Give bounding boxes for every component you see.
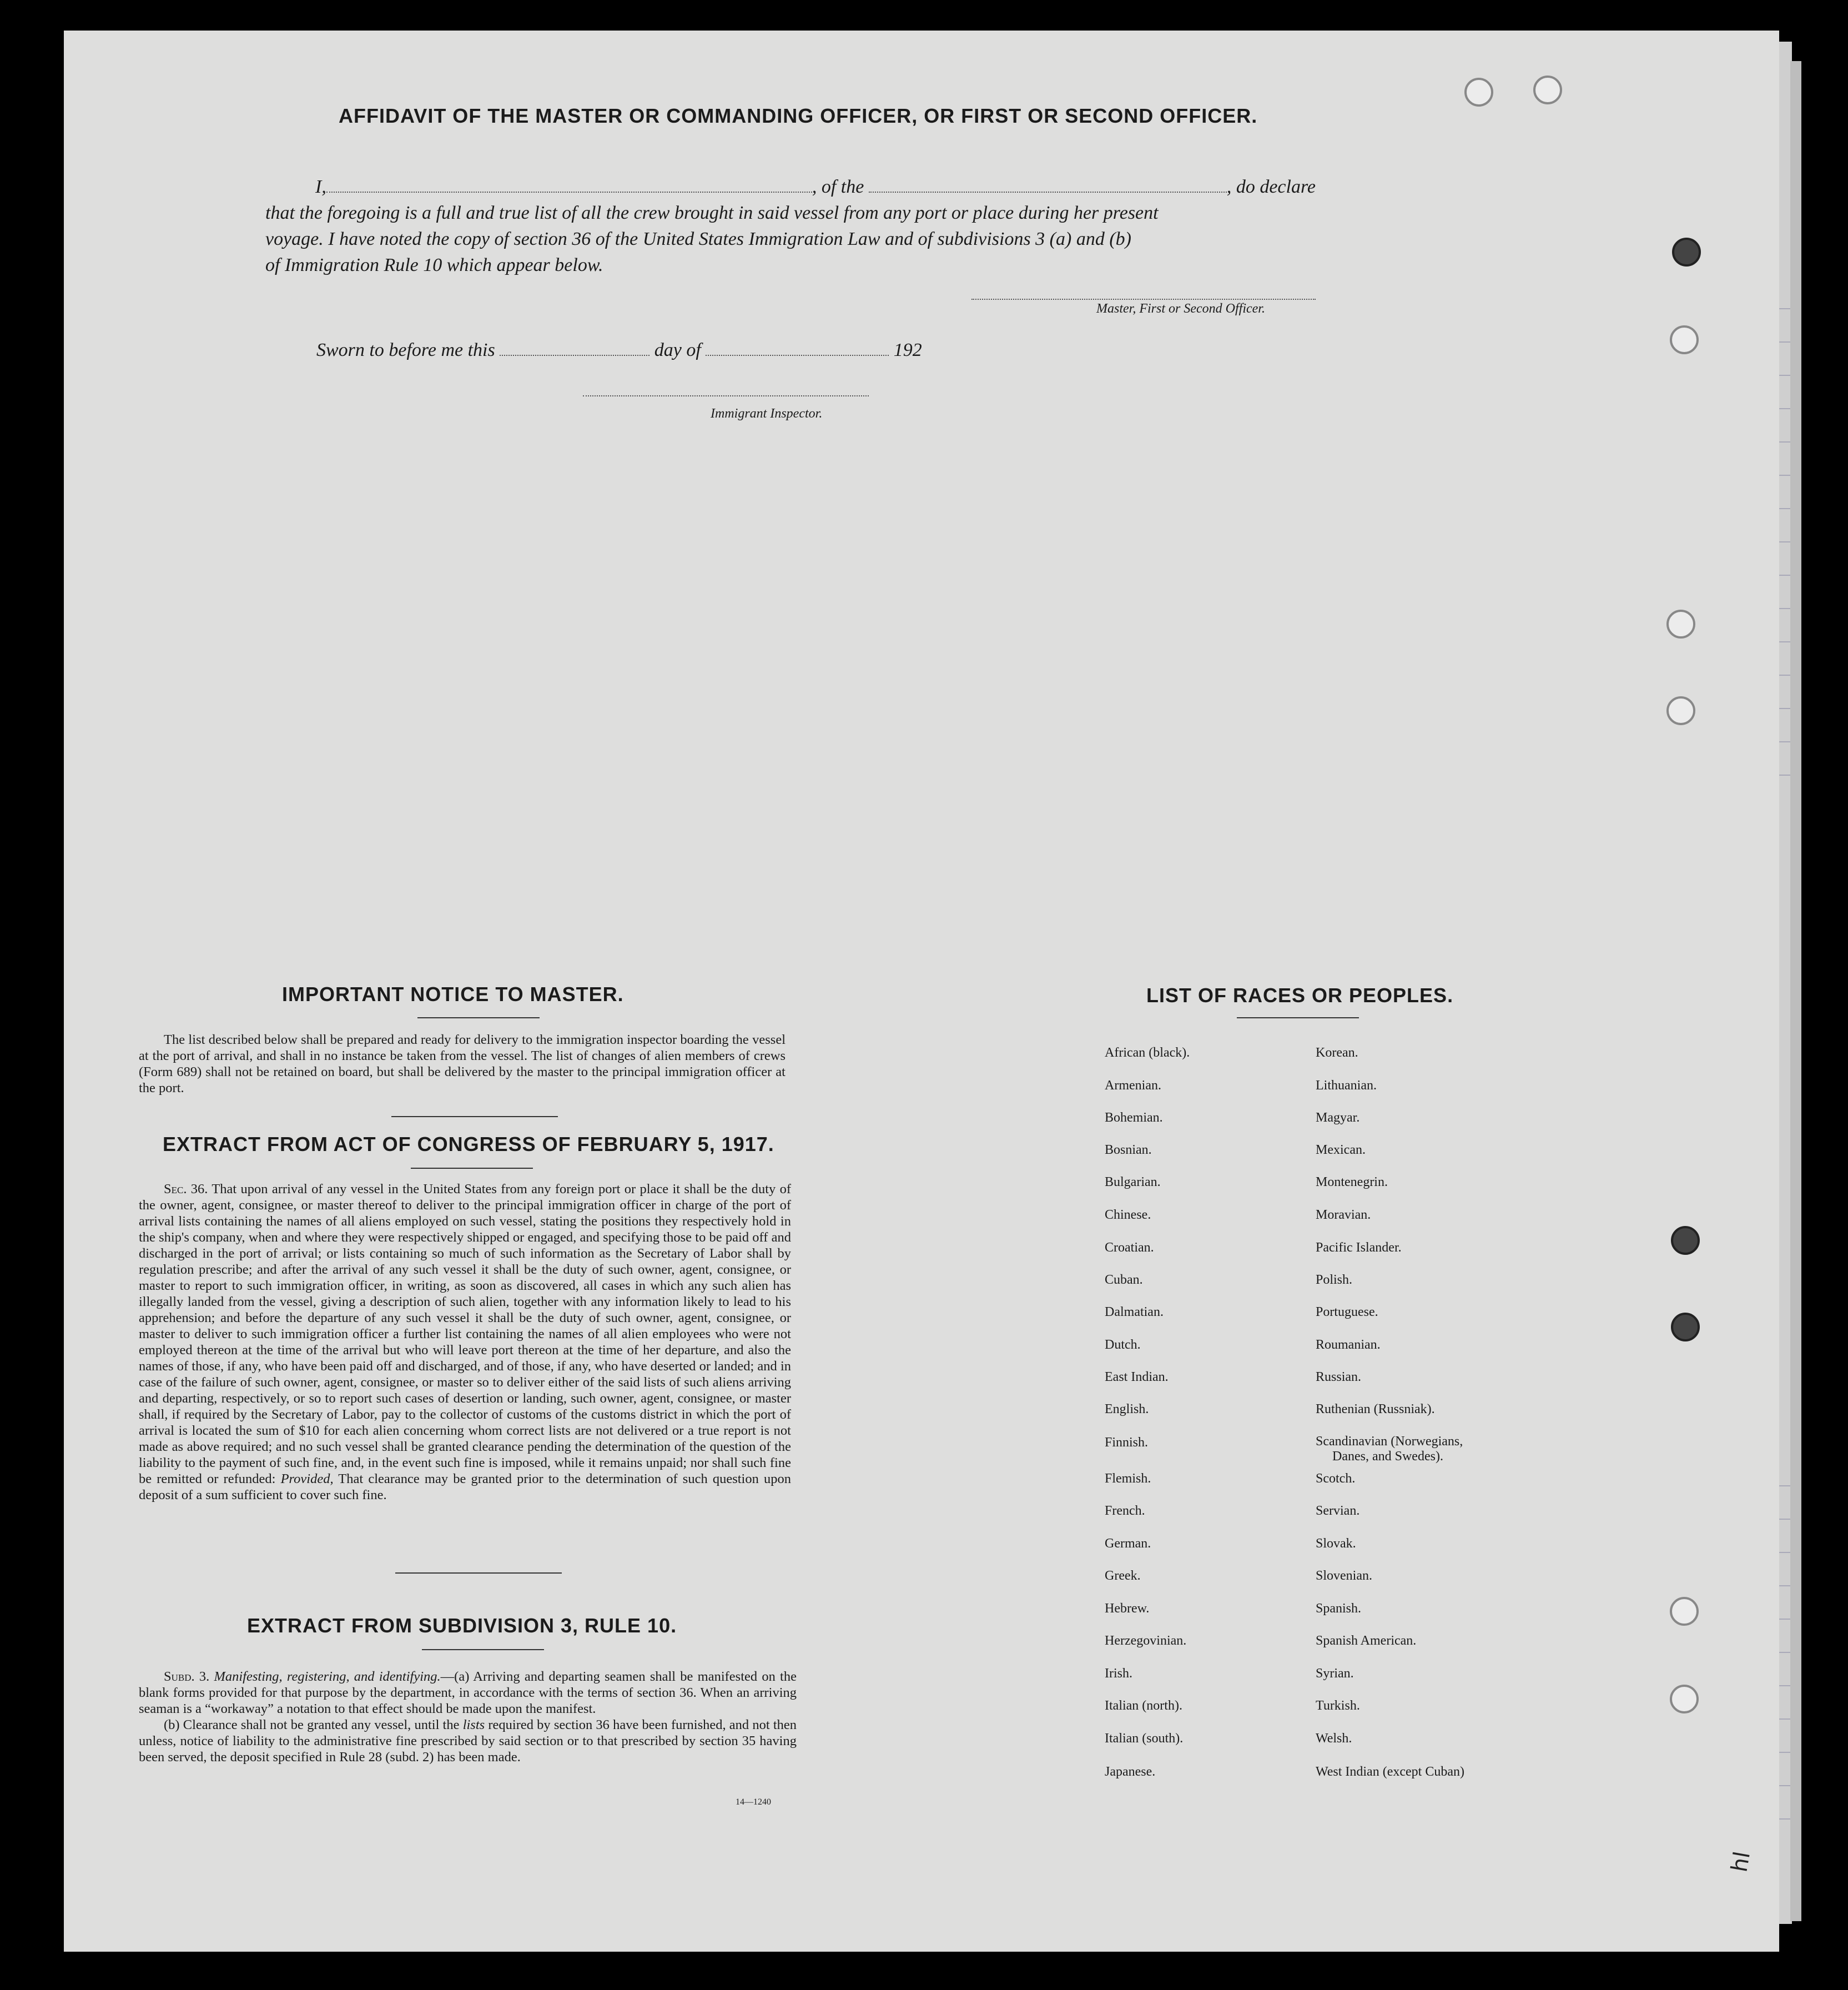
year-label: 192 [893, 340, 922, 360]
master-signature-label: Master, First or Second Officer. [1096, 301, 1265, 316]
affidavit-line-1 [315, 177, 1316, 198]
divider [395, 1572, 562, 1574]
sec-label: Sec. 36. [164, 1182, 208, 1197]
divider [391, 1116, 558, 1117]
race-item: East Indian. [1105, 1370, 1169, 1384]
divider [417, 1017, 540, 1018]
race-item: Bosnian. [1105, 1143, 1152, 1157]
day-of-label: day of [654, 340, 701, 360]
divider [422, 1649, 544, 1650]
binder-hole [1666, 696, 1695, 725]
inspector-signature-line[interactable] [583, 395, 869, 396]
race-item: African (black). [1105, 1046, 1190, 1060]
binder-hole [1671, 1226, 1700, 1255]
sworn-day-field[interactable] [500, 355, 649, 356]
race-item: Korean. [1316, 1046, 1358, 1060]
race-item: Polish. [1316, 1273, 1353, 1287]
race-item: Cuban. [1105, 1273, 1143, 1287]
race-item: English. [1105, 1402, 1149, 1416]
race-item: Servian. [1316, 1504, 1360, 1518]
race-item: Irish. [1105, 1666, 1132, 1681]
race-item: Magyar. [1316, 1110, 1360, 1125]
affidavit-title: AFFIDAVIT OF THE MASTER OR COMMANDING OFFICER, OR FIRST OR SECOND OFFICER. [339, 104, 1258, 127]
race-item: Spanish. [1316, 1601, 1362, 1616]
race-item: Flemish. [1105, 1471, 1151, 1486]
of-the-label: , of the [812, 177, 864, 197]
sworn-label: Sworn to before me this [316, 340, 495, 360]
i-label: I, [315, 177, 326, 197]
handwritten-mark: hl [1726, 1850, 1756, 1874]
divider [1237, 1017, 1359, 1018]
race-item: Portuguese. [1316, 1305, 1378, 1319]
provided-label: Provided, [280, 1471, 334, 1486]
divider [411, 1168, 533, 1169]
race-item: Russian. [1316, 1370, 1362, 1384]
race-item: Syrian. [1316, 1666, 1354, 1681]
act-extract-text: Sec. 36. That upon arrival of any vessel in the United States from any foreign port or place it shall be the duty of the owner, agent, consignee, or master thereof to deliver to the principal immigration officer in charge of the port of arrival lists containing the names of all aliens employed on such vessel, stating the positions they respectively hold in the ship's company, when and where they were respectively shipped or engaged, and specifying those to be paid off and discharged in the port of arrival; or lists containing so much of such information as the Secretary of Labor shall by regulation prescribe; and after the arrival of any such vessel it shall be the duty of such owner, agent, consignee, or master to report to such immigration officer, in writing, as soon as discovered, all cases in which any such alien has illegally landed from the vessel, giving a description of such alien, together with any information likely to lead to his apprehension; and before the departure of any such vessel it shall be the duty of such owner, agent, consignee, or master to deliver to such immigration officer a further list containing the names of all alien employees who were not employed thereon at the time of the arrival but who will leave port thereon at the time of her departure, and also the names of those, if any, who have been paid off and discharged, and of those, if any, who have deserted or landed; and in case of the failure of such owner, agent, consignee, or master so to deliver either of the said lists of such aliens arriving and departing, respectively, or so to report such cases of desertion or landing, such owner, agent, consignee, or master shall, if required by the Secretary of Labor, pay to the collector of customs of the customs district in which the port of arrival is located the sum of $10 for each alien concerning whom correct lists are not delivered or a true report is not made as above required; and no such vessel shall be granted clearance pending the determination of the question of the liability to the payment of such fine, and, in the event such fine is imposed, while it remains unpaid; nor shall such fine be remitted or refunded: Provided, That clearance may be granted prior to the determination of such question upon deposit of a sum sufficient to cover such fine. [139, 1182, 792, 1502]
race-item: Croatian. [1105, 1240, 1154, 1255]
form-number: 14—1240 [736, 1797, 771, 1807]
race-item: Roumanian. [1316, 1338, 1381, 1352]
race-item: Moravian. [1316, 1208, 1371, 1222]
vessel-name-field[interactable] [869, 192, 1227, 193]
subd-label: Subd. 3. [164, 1669, 210, 1684]
race-item: Greek. [1105, 1569, 1141, 1583]
officer-name-field[interactable] [326, 192, 812, 193]
race-item: Danes, and Swedes). [1332, 1449, 1443, 1464]
race-item: Bulgarian. [1105, 1175, 1161, 1189]
race-item: Scotch. [1316, 1471, 1356, 1486]
race-item: Finnish. [1105, 1435, 1149, 1450]
rule-extract-text: Subd. 3. Manifesting, registering, and identifying.—(a) Arriving and departing seamen shall be manifested on the blank forms provided for that purpose by the department, in accordance with the terms of section 36. When an arriving seaman is a “workaway” a notation to that effect should be made upon the manifest. (b) Clearance shall not be granted any vessel, until the lists required by section 36 have been furnished, and not then unless, notice of liability to the administrative fine prescribed by said section or to that prescribed by section 35 having been served, the deposit specified in Rule 28 (subd. 2) has been made. [139, 1669, 797, 1765]
race-item: West Indian (except Cuban) [1316, 1765, 1464, 1779]
race-item: Dutch. [1105, 1338, 1141, 1352]
race-item: Italian (north). [1105, 1698, 1182, 1713]
declare-label: , do declare [1226, 177, 1316, 197]
binder-hole [1464, 78, 1493, 107]
affidavit-line-4: of Immigration Rule 10 which appear below. [265, 255, 603, 275]
act-extract-title: EXTRACT FROM ACT OF CONGRESS OF FEBRUARY 5, 1917. [163, 1133, 774, 1155]
race-item: Armenian. [1105, 1078, 1161, 1093]
race-item: German. [1105, 1536, 1151, 1551]
race-item: Spanish American. [1316, 1634, 1417, 1648]
manifesting-heading: Manifesting, registering, and identifying. [214, 1669, 441, 1684]
race-item: Lithuanian. [1316, 1078, 1377, 1093]
sworn-month-field[interactable] [706, 355, 889, 356]
rule-extract-title: EXTRACT FROM SUBDIVISION 3, RULE 10. [247, 1614, 677, 1637]
race-item: Herzegovinian. [1105, 1634, 1187, 1648]
race-item: Turkish. [1316, 1698, 1360, 1713]
notice-title: IMPORTANT NOTICE TO MASTER. [282, 983, 624, 1006]
binder-hole [1672, 238, 1701, 267]
race-item: Hebrew. [1105, 1601, 1150, 1616]
race-item: Slovak. [1316, 1536, 1356, 1551]
binder-hole [1666, 610, 1695, 639]
master-signature-line[interactable] [971, 299, 1316, 300]
sworn-line [316, 340, 922, 361]
affidavit-line-3: voyage. I have noted the copy of section 36 of the United States Immigration Law and of subdivisions 3 (a) and (b) [265, 229, 1131, 249]
page-edge-strip [1790, 61, 1801, 1921]
binder-hole [1533, 76, 1562, 104]
race-item: Welsh. [1316, 1731, 1352, 1746]
binder-hole [1670, 325, 1699, 354]
affidavit-line-2: that the foregoing is a full and true list of all the crew brought in said vessel from any port or place during her present [265, 203, 1159, 223]
race-item: Slovenian. [1316, 1569, 1372, 1583]
race-item: Chinese. [1105, 1208, 1151, 1222]
race-item: Montenegrin. [1316, 1175, 1388, 1189]
race-item: Dalmatian. [1105, 1305, 1164, 1319]
race-item: Mexican. [1316, 1143, 1366, 1157]
race-item: Italian (south). [1105, 1731, 1184, 1746]
race-item: Pacific Islander. [1316, 1240, 1402, 1255]
races-title: LIST OF RACES OR PEOPLES. [1146, 984, 1454, 1007]
race-item: Bohemian. [1105, 1110, 1163, 1125]
race-item: Scandinavian (Norwegians, [1316, 1434, 1463, 1449]
race-item: Ruthenian (Russniak). [1316, 1402, 1435, 1416]
race-item: Japanese. [1105, 1765, 1156, 1779]
binder-hole [1671, 1313, 1700, 1341]
binder-hole [1670, 1685, 1699, 1713]
binder-hole [1670, 1597, 1699, 1626]
race-item: French. [1105, 1504, 1145, 1518]
inspector-signature-label: Immigrant Inspector. [711, 406, 823, 421]
notice-text: The list described below shall be prepared and ready for delivery to the immigration inspector boarding the vessel at the port of arrival, and shall in no instance be taken from the vessel. The list of changes of alien members of crews (Form 689) shall not be retained on board, but shall be delivered by the master to the principal immigration officer at the port. [139, 1032, 785, 1095]
